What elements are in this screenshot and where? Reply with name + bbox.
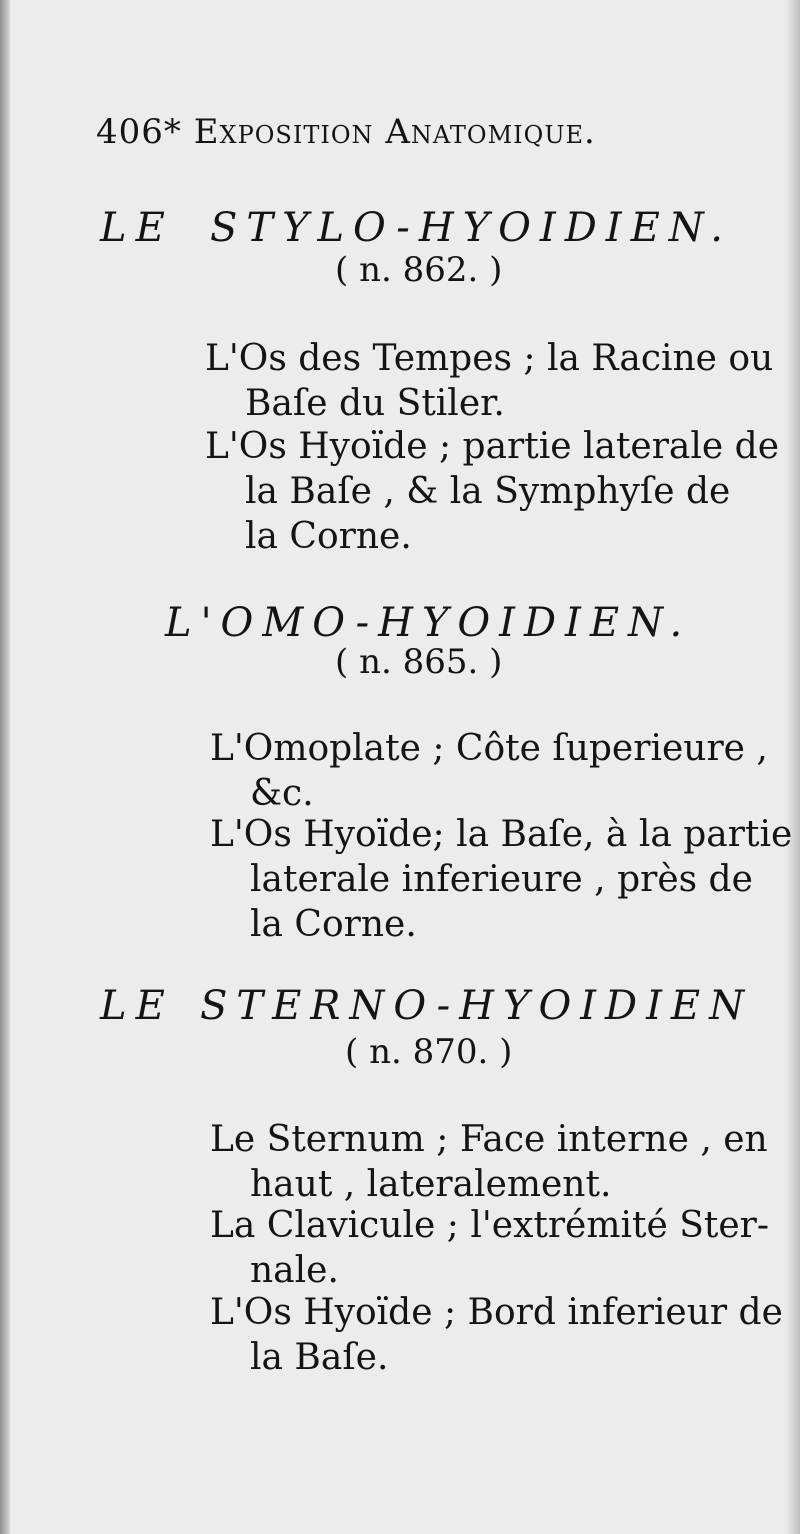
section-entry bbox=[205, 424, 779, 559]
section-title: STYLO-HYOIDIEN. bbox=[210, 205, 732, 251]
entry-line: la Corne. bbox=[250, 904, 417, 945]
section-entry bbox=[210, 1203, 769, 1293]
section-reference: ( n. 865. ) bbox=[335, 642, 503, 682]
page-edge-right bbox=[786, 0, 800, 1534]
section-entry bbox=[210, 1117, 768, 1207]
entry-line: L'Os Hyoïde ; partie laterale de bbox=[205, 426, 779, 467]
section-title: L'OMO-HYOIDIEN. bbox=[165, 600, 692, 646]
section-reference: ( n. 870. ) bbox=[345, 1032, 513, 1072]
entry-line: laterale inferieure , près de bbox=[250, 859, 753, 900]
entry-line: nale. bbox=[250, 1250, 339, 1291]
entry-line: Le Sternum ; Face interne , en bbox=[210, 1119, 768, 1160]
section-entry bbox=[210, 1290, 783, 1380]
section-entry bbox=[210, 726, 768, 816]
entry-line: L'Omoplate ; Côte ſuperieure , bbox=[210, 728, 768, 769]
section-title-prefix: LE bbox=[100, 205, 174, 251]
entry-line: La Clavicule ; l'extrémité Ster- bbox=[210, 1205, 770, 1246]
entry-line: L'Os Hyoïde ; Bord inferieur de bbox=[210, 1292, 783, 1333]
running-head: 406* Exposition Anatomique. bbox=[96, 112, 596, 152]
entry-line: la Baſe , & la Symphyſe de bbox=[245, 471, 731, 512]
section-entry bbox=[205, 336, 773, 426]
section-title: STERNO-HYOIDIEN bbox=[200, 983, 754, 1029]
section-reference: ( n. 862. ) bbox=[335, 250, 503, 290]
entry-line: haut , lateralement. bbox=[250, 1164, 612, 1205]
entry-line: L'Os des Tempes ; la Racine ou bbox=[205, 338, 774, 379]
entry-line: la Baſe. bbox=[250, 1337, 389, 1378]
section-title-prefix: LE bbox=[100, 983, 174, 1029]
section-entry bbox=[210, 812, 792, 947]
entry-line: Baſe du Stiler. bbox=[245, 383, 505, 424]
entry-line: la Corne. bbox=[245, 516, 412, 557]
page-edge-shadow-left bbox=[0, 0, 10, 1534]
entry-line: L'Os Hyoïde; la Baſe, à la partie bbox=[210, 814, 793, 855]
entry-line: &c. bbox=[250, 773, 314, 814]
